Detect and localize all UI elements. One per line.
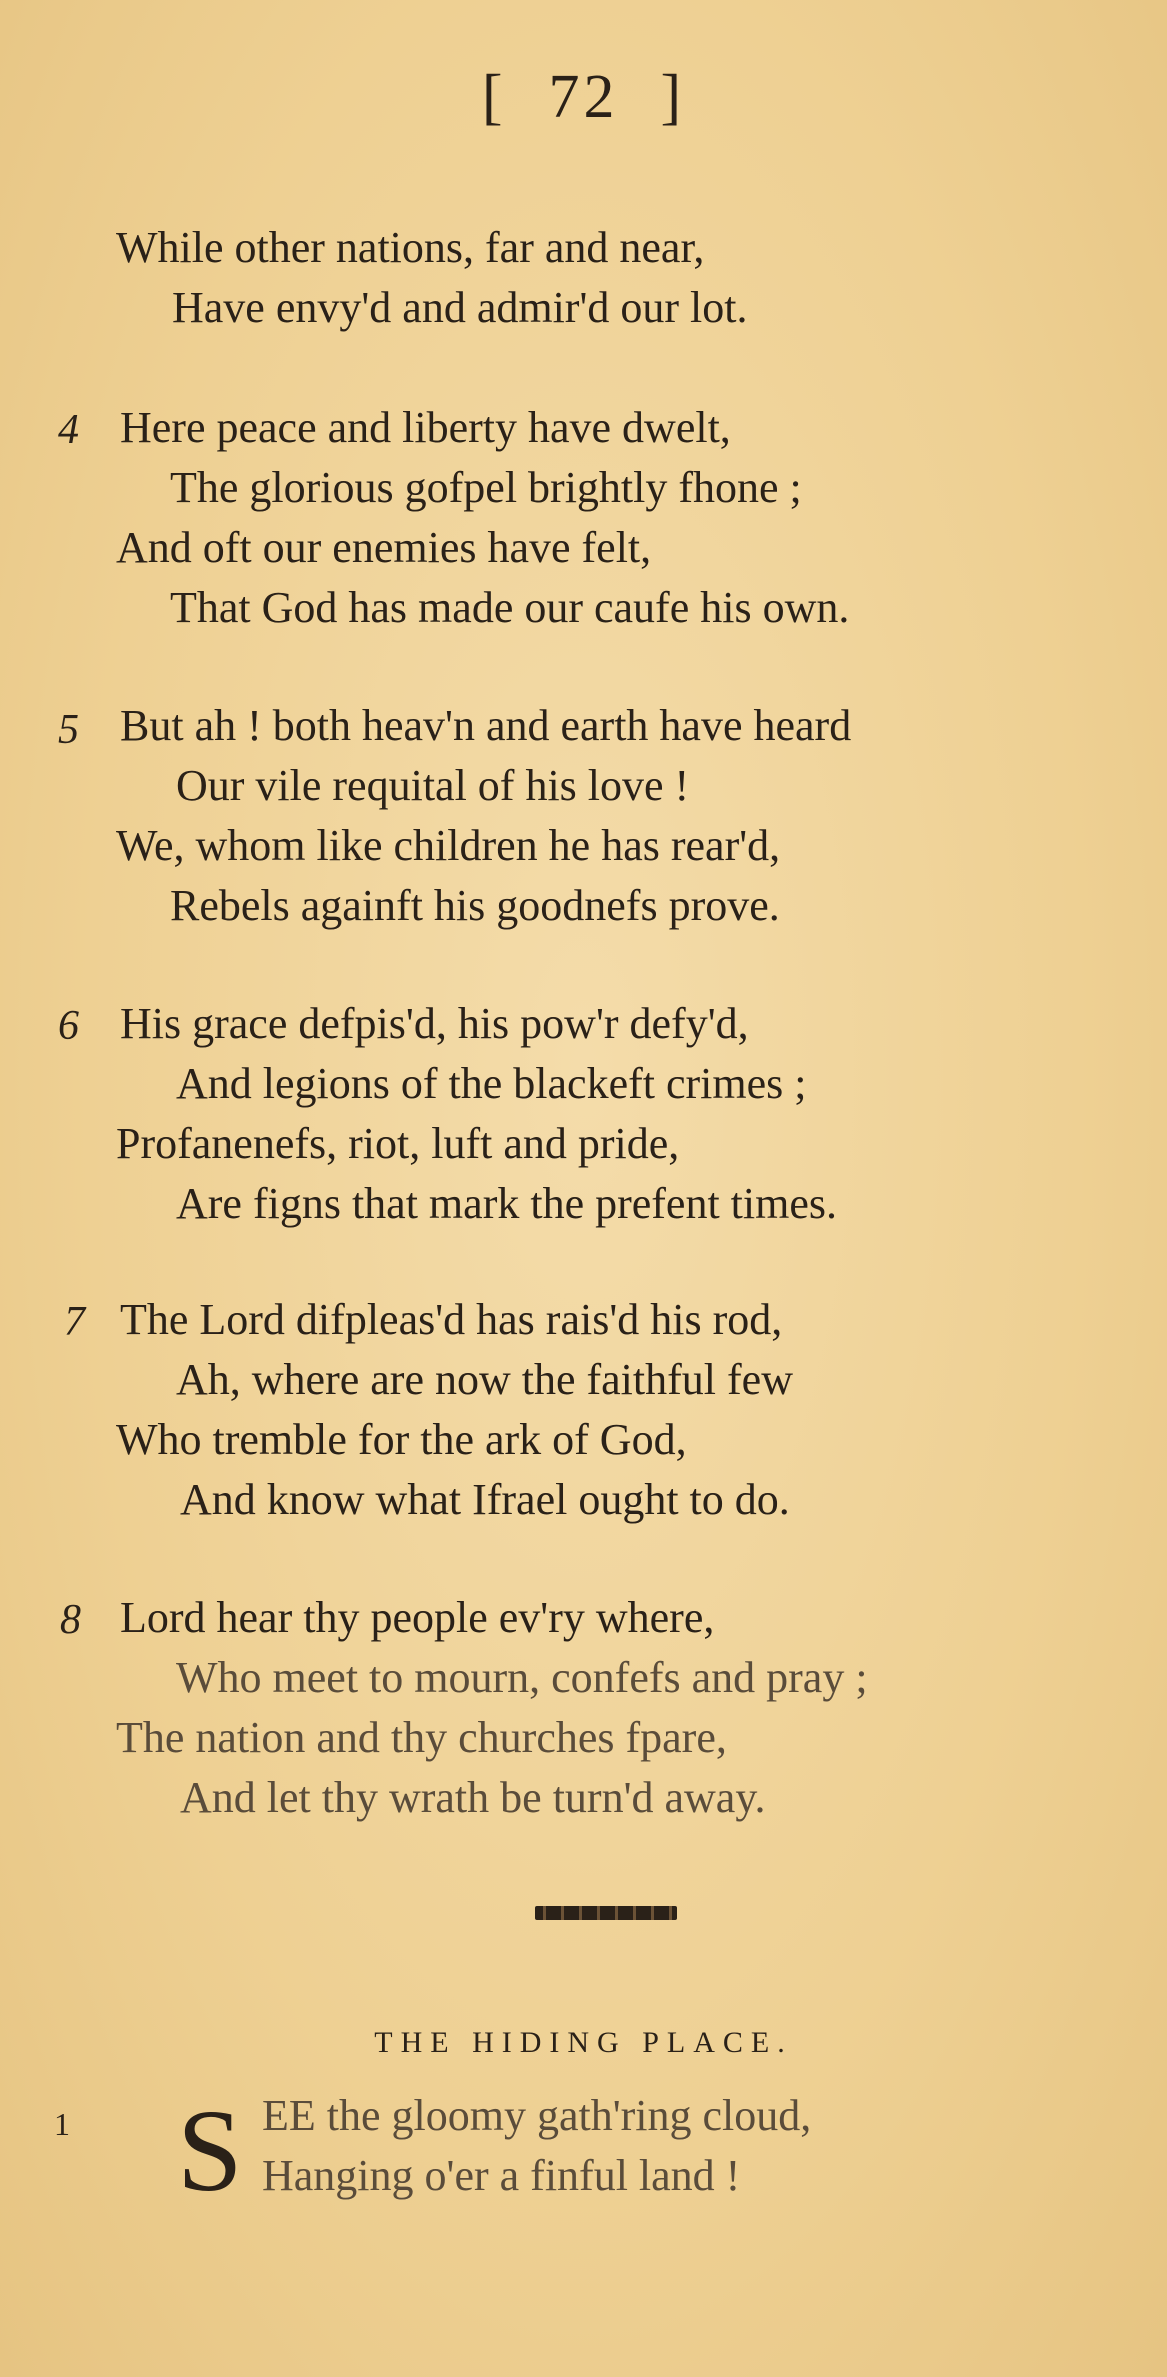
verse-line: But ah ! both heav'n and earth have heard — [120, 701, 852, 750]
verse-line: And legions of the blackeft crimes ; — [176, 1059, 807, 1108]
verse-line: Who meet to mourn, confefs and pray ; — [176, 1653, 868, 1702]
verse-line: While other nations, far and near, — [116, 223, 705, 272]
verse-line: Hanging o'er a finful land ! — [262, 2151, 741, 2200]
verse-line: Are figns that mark the prefent times. — [176, 1179, 838, 1228]
stanza-number: 7 — [64, 1299, 85, 1345]
verse-line: Our vile requital of his love ! — [176, 761, 690, 810]
verse-line: The nation and thy churches fpare, — [116, 1713, 727, 1762]
header-open-bracket: [ — [481, 63, 507, 131]
page-number: 72 — [548, 63, 619, 131]
verse-line: We, whom like children he has rear'd, — [116, 821, 781, 870]
verse-line: Rebels againft his goodnefs prove. — [170, 881, 780, 930]
verse-line: The glorious gofpel brightly fhone ; — [170, 463, 802, 512]
stanza-number: 8 — [60, 1597, 81, 1643]
verse-line: The Lord difpleas'd has rais'd his rod, — [120, 1295, 783, 1344]
stanza-number: 6 — [58, 1003, 79, 1049]
verse-line: Have envy'd and admir'd our lot. — [172, 283, 748, 332]
verse-line: Lord hear thy people ev'ry where, — [120, 1593, 715, 1642]
verse-line: And oft our enemies have felt, — [116, 523, 652, 572]
verse-line: His grace defpis'd, his pow'r defy'd, — [120, 999, 749, 1048]
header-close-bracket: ] — [660, 63, 686, 131]
verse-line: EE the gloomy gath'ring cloud, — [262, 2091, 812, 2140]
verse-line: Profanenefs, riot, luft and pride, — [116, 1119, 680, 1168]
verse-line: And let thy wrath be turn'd away. — [180, 1773, 766, 1822]
verse-line: That God has made our caufe his own. — [170, 583, 850, 632]
drop-cap: S — [177, 2085, 243, 2216]
verse-line: Here peace and liberty have dwelt, — [120, 403, 731, 452]
stanza-number: 1 — [54, 2106, 70, 2142]
stanza-number: 4 — [58, 407, 79, 453]
stanza-number: 5 — [58, 707, 79, 753]
verse-line: Ah, where are now the faithful few — [176, 1355, 793, 1404]
page-header — [0, 62, 1167, 133]
ornament-divider — [535, 1906, 677, 1920]
verse-line: And know what Ifrael ought to do. — [180, 1475, 790, 1524]
verse-line: Who tremble for the ark of God, — [116, 1415, 687, 1464]
section-title: THE HIDING PLACE. — [374, 2026, 793, 2059]
